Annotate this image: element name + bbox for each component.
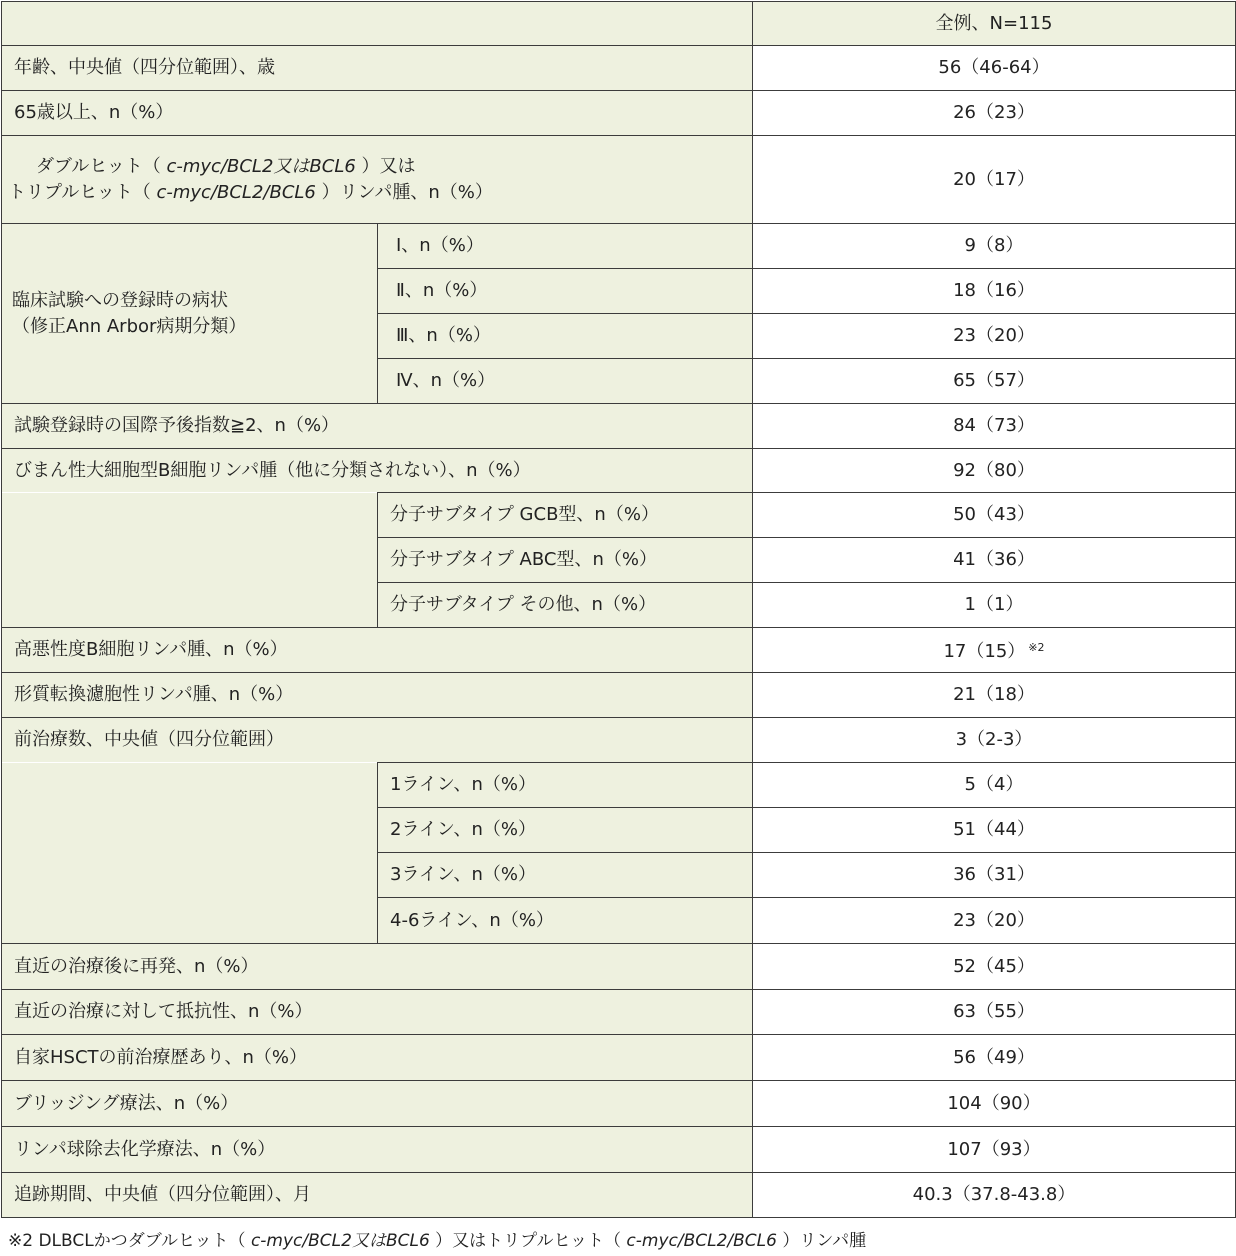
row-value-relapse: 52（45） [753,944,1236,990]
footnote-mark: ※2 [1028,641,1045,654]
row-label-double-triple-hit: ダブルヒット（ c-myc/BCL2又はBCL6 ）又は トリプルヒット（ c-myc/BCL2/BCL6 ）リンパ腫、n（%） [2,136,753,224]
table-header-row [2,2,1236,46]
table-row [2,1035,1236,1081]
row-value-hgbl: 17（15） $^{※2}$ [753,628,1236,673]
table-row [2,628,1236,673]
row-label-hgbl: 高悪性度B細胞リンパ腫、n（%） [2,628,753,673]
header-blank-cell [2,2,753,46]
stage-1-value: 9（8） [753,224,1236,269]
table-row [2,1127,1236,1173]
table-row [2,763,1236,808]
row-label-age65: 65歳以上、n（%） [2,91,753,136]
table-row [2,493,1236,538]
table-row [2,1081,1236,1127]
table-row [2,449,1236,493]
dlbcl-other-value: 1（1） [753,583,1236,628]
table-row [2,404,1236,449]
prior-1-value: 5（4） [753,763,1236,808]
table-row [2,91,1236,136]
header-all-cases: 全例、N=115 [753,2,1236,46]
row-label-stage: 臨床試験への登録時の病状 （修正Ann Arbor病期分類） [2,224,378,404]
dlbcl-group-spacer [2,493,378,628]
prior-4-value: 23（20） [753,898,1236,944]
baseline-characteristics-table [1,1,1236,1218]
stage-3-value: 23（20） [753,314,1236,359]
dlbcl-gcb-value: 50（43） [753,493,1236,538]
table-row [2,1173,1236,1218]
stage-2-label: Ⅱ、n（%） [378,269,753,314]
row-value-refractory: 63（55） [753,990,1236,1035]
stage-4-value: 65（57） [753,359,1236,404]
prior-3-label: 3ライン、n（%） [378,853,753,898]
row-label-lymphodepletion: リンパ球除去化学療法、n（%） [2,1127,753,1173]
row-value-age: 56（46-64） [753,46,1236,91]
dlbcl-gcb-label: 分子サブタイプ GCB型、n（%） [378,493,753,538]
row-label-relapse: 直近の治療後に再発、n（%） [2,944,753,990]
prior-1-label: 1ライン、n（%） [378,763,753,808]
row-value-tfl: 21（18） [753,673,1236,718]
row-value-followup: 40.3（37.8-43.8） [753,1173,1236,1218]
row-value-lymphodepletion: 107（93） [753,1127,1236,1173]
stage-2-value: 18（16） [753,269,1236,314]
dlbcl-abc-label: 分子サブタイプ ABC型、n（%） [378,538,753,583]
row-label-tfl: 形質転換濾胞性リンパ腫、n（%） [2,673,753,718]
prior-3-value: 36（31） [753,853,1236,898]
row-label-age: 年齢、中央値（四分位範囲）、歳 [2,46,753,91]
stage-3-label: Ⅲ、n（%） [378,314,753,359]
table-row [2,990,1236,1035]
table-row [2,718,1236,763]
row-label-prior-lines: 前治療数、中央値（四分位範囲） [2,718,753,763]
prior-2-value: 51（44） [753,808,1236,853]
row-value-age65: 26（23） [753,91,1236,136]
row-value-bridging: 104（90） [753,1081,1236,1127]
row-label-ipi: 試験登録時の国際予後指数≧2、n（%） [2,404,753,449]
dlbcl-other-label: 分子サブタイプ その他、n（%） [378,583,753,628]
row-value-dlbcl: 92（80） [753,449,1236,493]
row-value-ipi: 84（73） [753,404,1236,449]
stage-4-label: Ⅳ、n（%） [378,359,753,404]
stage-1-label: Ⅰ、n（%） [378,224,753,269]
dlbcl-abc-value: 41（36） [753,538,1236,583]
row-value-double-triple-hit: 20（17） [753,136,1236,224]
row-label-dlbcl: びまん性大細胞型B細胞リンパ腫（他に分類されない）、n（%） [2,449,753,493]
prior-2-label: 2ライン、n（%） [378,808,753,853]
table-row [2,136,1236,224]
table-row [2,224,1236,269]
row-label-hsct: 自家HSCTの前治療歴あり、n（%） [2,1035,753,1081]
footnote: ※2 DLBCLかつダブルヒット（ c-myc/BCL2又はBCL6 ）又はトリプルヒット（ c-myc/BCL2/BCL6 ）リンパ腫 [8,1231,867,1251]
row-label-bridging: ブリッジング療法、n（%） [2,1081,753,1127]
row-value-hsct: 56（49） [753,1035,1236,1081]
table-row [2,944,1236,990]
prior-group-spacer [2,763,378,944]
row-value-prior-lines: 3（2-3） [753,718,1236,763]
row-label-refractory: 直近の治療に対して抵抗性、n（%） [2,990,753,1035]
row-label-followup: 追跡期間、中央値（四分位範囲）、月 [2,1173,753,1218]
table-row [2,673,1236,718]
table-row [2,46,1236,91]
prior-4-label: 4-6ライン、n（%） [378,898,753,944]
